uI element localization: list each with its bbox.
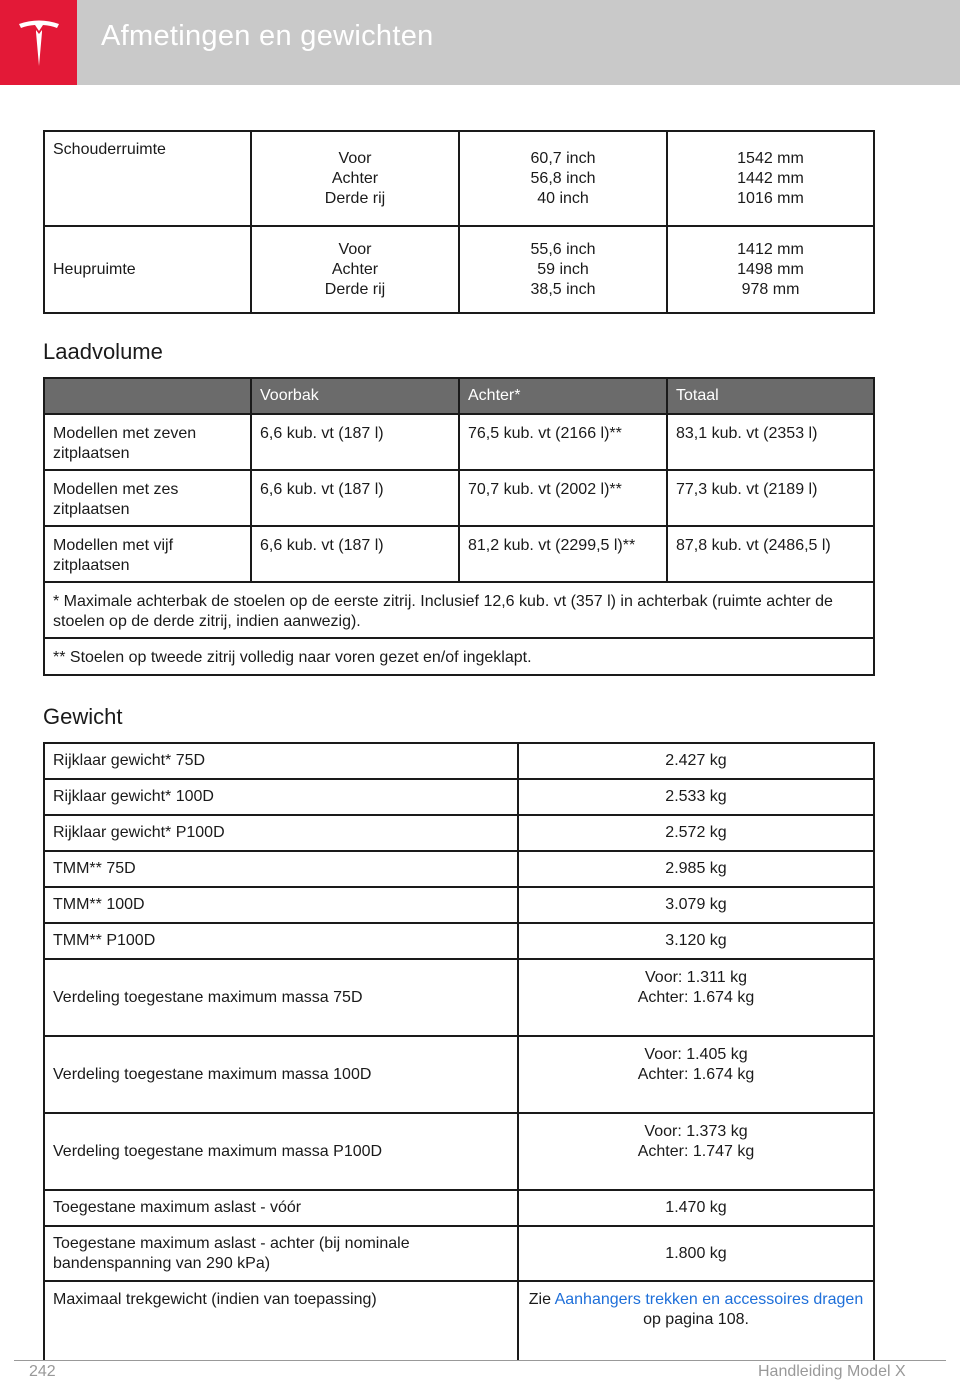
weight-value: 2.572 kg xyxy=(518,815,874,851)
table-row xyxy=(44,887,874,923)
weight-value: 3.079 kg xyxy=(518,887,874,923)
table-row xyxy=(44,414,874,470)
table-row xyxy=(44,959,874,1036)
weight-label: Maximaal trekgewicht (indien van toepassing) xyxy=(44,1281,518,1360)
table-cell: Modellen met zes zitplaatsen xyxy=(44,470,251,526)
table-cell: 83,1 kub. vt (2353 l) xyxy=(667,414,874,470)
column-header xyxy=(44,378,251,414)
towing-link[interactable]: Aanhangers trekken en accessoires dragen xyxy=(554,1291,864,1308)
manual-title: Handleiding Model X xyxy=(758,1363,906,1380)
table-row xyxy=(44,851,874,887)
table-cell: Modellen met zeven zitplaatsen xyxy=(44,414,251,470)
weight-value: 1.470 kg xyxy=(518,1190,874,1226)
column-header: Voorbak xyxy=(251,378,459,414)
inches-cell: 55,6 inch 59 inch 38,5 inch xyxy=(459,226,667,313)
table-row xyxy=(44,582,874,638)
table-row xyxy=(44,1036,874,1113)
weight-value: 2.533 kg xyxy=(518,779,874,815)
weight-label: Toegestane maximum aslast - vóór xyxy=(44,1190,518,1226)
table-cell: 6,6 kub. vt (187 l) xyxy=(251,414,459,470)
table-row xyxy=(44,226,874,313)
table-row xyxy=(44,526,874,582)
footnote-cell: ** Stoelen op tweede zitrij volledig naar voren gezet en/of ingeklapt. xyxy=(44,638,874,675)
section-title-gewicht: Gewicht xyxy=(43,704,123,729)
weight-value: Voor: 1.373 kg Achter: 1.747 kg xyxy=(518,1113,874,1190)
column-header: Achter* xyxy=(459,378,667,414)
table-cell: 81,2 kub. vt (2299,5 l)** xyxy=(459,526,667,582)
weight-label: Verdeling toegestane maximum massa 100D xyxy=(44,1036,518,1113)
table-cell: 6,6 kub. vt (187 l) xyxy=(251,470,459,526)
table-row xyxy=(44,131,874,226)
weight-value: 3.120 kg xyxy=(518,923,874,959)
table-row xyxy=(44,1113,874,1190)
inches-cell: 60,7 inch 56,8 inch 40 inch xyxy=(459,131,667,226)
table-row xyxy=(44,638,874,675)
towing-prefix: Zie xyxy=(528,1291,555,1308)
dimensions-table xyxy=(43,130,875,314)
tesla-logo-icon xyxy=(16,18,62,68)
column-header: Totaal xyxy=(667,378,874,414)
table-row xyxy=(44,1281,874,1360)
weight-value xyxy=(518,1281,874,1360)
weight-label: Rijklaar gewicht* 100D xyxy=(44,779,518,815)
table-row xyxy=(44,923,874,959)
weight-value: Voor: 1.405 kg Achter: 1.674 kg xyxy=(518,1036,874,1113)
footer-divider xyxy=(14,1360,946,1361)
weight-label: Toegestane maximum aslast - achter (bij nominale bandenspanning van 290 kPa) xyxy=(44,1226,518,1281)
towing-suffix: op pagina 108. xyxy=(643,1311,749,1328)
table-cell: 6,6 kub. vt (187 l) xyxy=(251,526,459,582)
row-label: Heupruimte xyxy=(44,226,251,313)
weight-label: TMM** 75D xyxy=(44,851,518,887)
mm-cell: 1412 mm 1498 mm 978 mm xyxy=(667,226,874,313)
weight-label: TMM** P100D xyxy=(44,923,518,959)
table-cell: Modellen met vijf zitplaatsen xyxy=(44,526,251,582)
weight-value: 2.985 kg xyxy=(518,851,874,887)
table-row xyxy=(44,779,874,815)
row-label: Schouderruimte xyxy=(44,131,251,226)
table-row xyxy=(44,470,874,526)
weight-value: Voor: 1.311 kg Achter: 1.674 kg xyxy=(518,959,874,1036)
page-header xyxy=(0,0,960,85)
positions-cell: Voor Achter Derde rij xyxy=(251,131,459,226)
table-header-row xyxy=(44,378,874,414)
positions-cell: Voor Achter Derde rij xyxy=(251,226,459,313)
weight-label: Rijklaar gewicht* P100D xyxy=(44,815,518,851)
tesla-logo xyxy=(0,0,77,85)
table-row xyxy=(44,815,874,851)
footnote-cell: * Maximale achterbak de stoelen op de eerste zitrij. Inclusief 12,6 kub. vt (357 l) in achterbak (ruimte achter de stoelen op de derde zitrij, indien aanwezig). xyxy=(44,582,874,638)
table-cell: 77,3 kub. vt (2189 l) xyxy=(667,470,874,526)
table-row xyxy=(44,1190,874,1226)
weight-label: Rijklaar gewicht* 75D xyxy=(44,743,518,779)
weight-label: TMM** 100D xyxy=(44,887,518,923)
page-title: Afmetingen en gewichten xyxy=(101,20,434,52)
weight-value: 1.800 kg xyxy=(518,1226,874,1281)
table-row xyxy=(44,1226,874,1281)
table-cell: 70,7 kub. vt (2002 l)** xyxy=(459,470,667,526)
section-title-laadvolume: Laadvolume xyxy=(43,339,163,364)
mm-cell: 1542 mm 1442 mm 1016 mm xyxy=(667,131,874,226)
weight-label: Verdeling toegestane maximum massa 75D xyxy=(44,959,518,1036)
cargo-table xyxy=(43,377,875,676)
table-cell: 87,8 kub. vt (2486,5 l) xyxy=(667,526,874,582)
weight-label: Verdeling toegestane maximum massa P100D xyxy=(44,1113,518,1190)
table-cell: 76,5 kub. vt (2166 l)** xyxy=(459,414,667,470)
weight-table xyxy=(43,742,875,1360)
weight-value: 2.427 kg xyxy=(518,743,874,779)
page-number: 242 xyxy=(29,1363,56,1380)
table-row xyxy=(44,743,874,779)
